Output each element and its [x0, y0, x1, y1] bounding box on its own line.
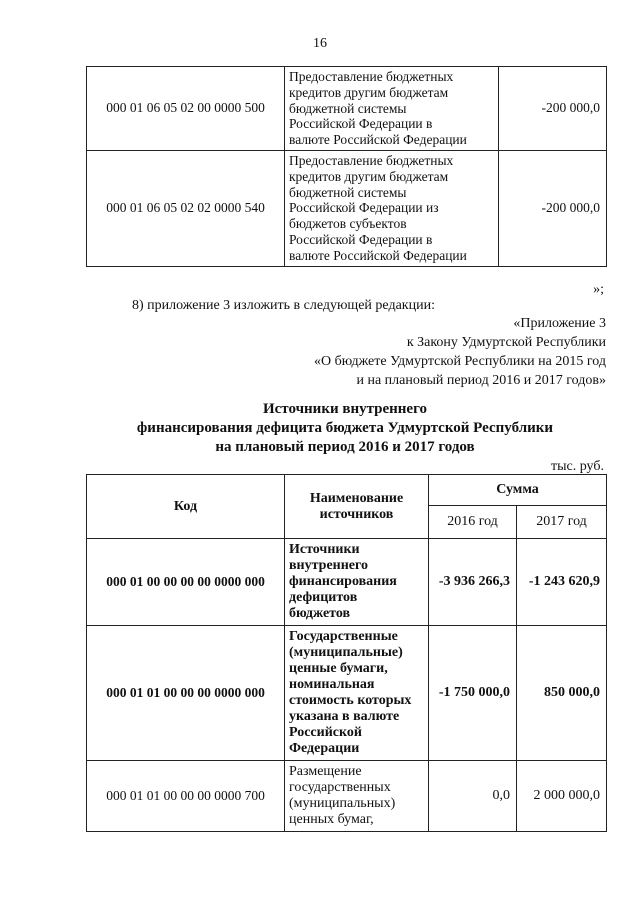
- row-code: 000 01 06 05 02 02 0000 540: [87, 150, 285, 266]
- row-name-line: бюджетной системы: [289, 184, 407, 200]
- page-number: 16: [313, 36, 327, 51]
- row-name-line: Российской Федерации из: [289, 200, 439, 216]
- row-amount-2016: -3 936 266,3: [429, 539, 517, 626]
- row-name-line: дефицитов: [289, 590, 358, 605]
- row-name-line: (муниципальные): [289, 645, 403, 660]
- main-table-body: [87, 539, 607, 832]
- financing-sources-table: [86, 474, 607, 832]
- appendix-header-line-3: «О бюджете Удмуртской Республики на 2015 год: [313, 354, 606, 369]
- units-label: тыс. руб.: [551, 459, 604, 474]
- continued-sources-table: [86, 66, 607, 267]
- header-name-line-1: Наименование: [309, 490, 404, 506]
- row-name-line: кредитов другим бюджетам: [289, 84, 449, 100]
- row-name-line: Российской: [289, 725, 362, 740]
- row-name-line: Размещение: [289, 764, 362, 779]
- row-name: [285, 626, 429, 761]
- document-title-line-2: финансирования дефицита бюджета Удмуртской Республики: [136, 420, 554, 436]
- row-name: [285, 150, 499, 266]
- row-amount-2017: 2 000 000,0: [517, 761, 607, 832]
- row-code: 000 01 01 00 00 00 0000 000: [87, 626, 285, 761]
- row-name-line: ценные бумаги,: [289, 661, 388, 676]
- row-amount: -200 000,0: [499, 150, 607, 266]
- table-header: [87, 475, 607, 539]
- table-row: [87, 67, 607, 151]
- row-name-line: Российской Федерации в: [289, 231, 433, 247]
- row-name-line: Предоставление бюджетных: [289, 152, 454, 168]
- row-amount-2017: 850 000,0: [517, 626, 607, 761]
- row-name-line: кредитов другим бюджетам: [289, 168, 449, 184]
- row-name-line: финансирования: [289, 574, 397, 589]
- header-sum: Сумма: [429, 475, 607, 506]
- row-name-line: валюте Российской Федерации: [289, 247, 467, 263]
- header-year-2016: 2016 год: [429, 506, 517, 539]
- appendix-header-line-2: к Закону Удмуртской Республики: [406, 335, 606, 350]
- header-name: [285, 475, 429, 539]
- row-name: [285, 761, 429, 832]
- row-name-line: Источники: [289, 542, 360, 557]
- row-code: 000 01 00 00 00 00 0000 000: [87, 539, 285, 626]
- row-name-line: валюте Российской Федерации: [289, 132, 467, 148]
- row-name-line: внутреннего: [289, 558, 369, 573]
- row-name-line: бюджетов субъектов: [289, 216, 407, 232]
- row-name-line: стоимость которых: [289, 693, 412, 708]
- table-row: [87, 539, 607, 626]
- document-title-line-1: Источники внутреннего: [262, 401, 428, 417]
- table-row: [87, 150, 607, 266]
- row-name-line: номинальная: [289, 677, 375, 692]
- row-amount-2016: 0,0: [429, 761, 517, 832]
- row-code: 000 01 01 00 00 00 0000 700: [87, 761, 285, 832]
- row-amount-2017: -1 243 620,9: [517, 539, 607, 626]
- header-code: Код: [87, 475, 285, 539]
- row-name-line: Государственные: [289, 629, 398, 644]
- row-name: [285, 67, 499, 151]
- row-name-line: бюджетной системы: [289, 100, 407, 116]
- row-name-line: бюджетов: [289, 606, 351, 621]
- row-code: 000 01 06 05 02 00 0000 500: [87, 67, 285, 151]
- row-amount-2016: -1 750 000,0: [429, 626, 517, 761]
- row-name-line: ценных бумаг,: [289, 812, 374, 827]
- appendix-header-line-1: «Приложение 3: [513, 316, 606, 331]
- row-name-line: государственных: [289, 780, 391, 795]
- header-name-line-2: источников: [319, 506, 394, 522]
- row-name-line: Предоставление бюджетных: [289, 69, 454, 84]
- row-name-line: Федерации: [289, 741, 360, 756]
- row-name: [285, 539, 429, 626]
- appendix-header-line-4: и на плановый период 2016 и 2017 годов»: [356, 373, 606, 388]
- amendment-instruction: 8) приложение 3 изложить в следующей редакции:: [132, 298, 435, 313]
- document-title-line-3: на плановый период 2016 и 2017 годов: [215, 439, 475, 455]
- closing-quote: »;: [593, 282, 604, 297]
- row-name-line: (муниципальных): [289, 796, 396, 811]
- row-amount: -200 000,0: [499, 67, 607, 151]
- header-year-2017: 2017 год: [517, 506, 607, 539]
- row-name-line: Российской Федерации в: [289, 116, 433, 132]
- table-row: [87, 761, 607, 832]
- table-row: [87, 626, 607, 761]
- continued-table-body: [87, 67, 607, 267]
- row-name-line: указана в валюте: [289, 709, 400, 724]
